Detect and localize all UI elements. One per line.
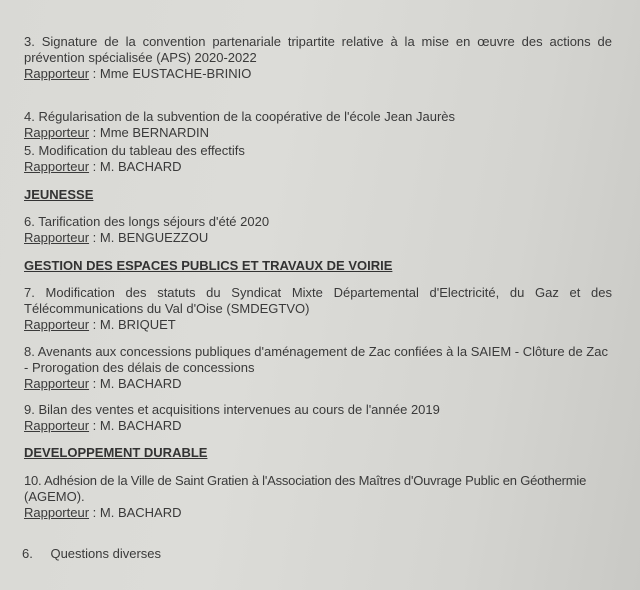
section-heading-jeunesse: JEUNESSE xyxy=(24,187,94,202)
separator: : xyxy=(89,505,100,520)
rapporteur-label: Rapporteur xyxy=(24,66,90,81)
agenda-item-10 xyxy=(24,473,624,521)
agenda-item-9 xyxy=(24,402,612,434)
agenda-item-6 xyxy=(24,214,612,246)
rapporteur-name: M. BACHARD xyxy=(99,376,182,391)
rapporteur-name: Mme BERNARDIN xyxy=(99,125,209,140)
item-title: 10. Adhésion de la Ville de Saint Gratien à l'Association des Maîtres d'Ouvrage Public en Géothermie xyxy=(24,473,587,488)
separator: : xyxy=(89,125,100,140)
section-number: 6. xyxy=(22,546,33,561)
separator: : xyxy=(89,418,100,433)
section-heading-voirie: GESTION DES ESPACES PUBLICS ET TRAVAUX DE VOIRIE xyxy=(24,258,393,273)
separator: : xyxy=(89,376,100,391)
item-title: 9. Bilan des ventes et acquisitions intervenues au cours de l'année 2019 xyxy=(24,402,440,417)
item-title-cont: prévention spécialisée (APS) 2020-2022 xyxy=(24,50,257,65)
separator: : xyxy=(89,66,100,81)
rapporteur-label: Rapporteur xyxy=(24,317,90,332)
rapporteur-line xyxy=(24,125,612,141)
item-title: 7. Modification des statuts du Syndicat Mixte Départemental d'Electricité, du Gaz et des xyxy=(24,285,612,300)
separator: : xyxy=(89,317,100,332)
agenda-item-5 xyxy=(24,143,612,175)
rapporteur-name: M. BACHARD xyxy=(99,159,182,174)
rapporteur-line xyxy=(24,230,612,246)
section-heading-developpement-durable: DEVELOPPEMENT DURABLE xyxy=(24,445,208,460)
rapporteur-name: M. BACHARD xyxy=(99,418,182,433)
agenda-item-8 xyxy=(24,344,612,392)
rapporteur-label: Rapporteur xyxy=(24,376,90,391)
agenda-item-7 xyxy=(24,285,612,333)
rapporteur-line xyxy=(24,66,612,82)
rapporteur-label: Rapporteur xyxy=(24,125,90,140)
rapporteur-name: Mme EUSTACHE-BRINIO xyxy=(99,66,252,81)
rapporteur-name: M. BACHARD xyxy=(99,505,182,520)
rapporteur-name: M. BENGUEZZOU xyxy=(99,230,209,245)
agenda-item-4 xyxy=(24,109,612,141)
item-title: 8. Avenants aux concessions publiques d'aménagement de Zac confiées à la SAIEM - Clôture de Zac xyxy=(24,344,608,359)
item-title-cont: - Prorogation des délais de concessions xyxy=(24,360,255,375)
rapporteur-line xyxy=(24,376,612,392)
rapporteur-name: M. BRIQUET xyxy=(99,317,176,332)
item-title: 5. Modification du tableau des effectifs xyxy=(24,143,245,158)
agenda-item-3 xyxy=(24,34,612,82)
item-title-cont: (AGEMO). xyxy=(24,489,85,504)
separator: : xyxy=(89,159,100,174)
rapporteur-label: Rapporteur xyxy=(24,159,90,174)
rapporteur-line xyxy=(24,317,612,333)
item-title: 4. Régularisation de la subvention de la coopérative de l'école Jean Jaurès xyxy=(24,109,456,124)
rapporteur-label: Rapporteur xyxy=(24,505,90,520)
separator: : xyxy=(89,230,100,245)
rapporteur-line xyxy=(24,418,612,434)
item-title: 3. Signature de la convention partenariale tripartite relative à la mise en œuvre des actions de xyxy=(24,34,612,49)
rapporteur-line xyxy=(24,159,612,175)
rapporteur-label: Rapporteur xyxy=(24,418,90,433)
section-label: Questions diverses xyxy=(50,546,162,561)
item-title-cont: Télécommunications du Val d'Oise (SMDEGTVO) xyxy=(24,301,310,316)
rapporteur-line xyxy=(24,505,624,521)
item-title: 6. Tarification des longs séjours d'été 2020 xyxy=(24,214,270,229)
questions-diverses xyxy=(22,546,610,562)
rapporteur-label: Rapporteur xyxy=(24,230,90,245)
